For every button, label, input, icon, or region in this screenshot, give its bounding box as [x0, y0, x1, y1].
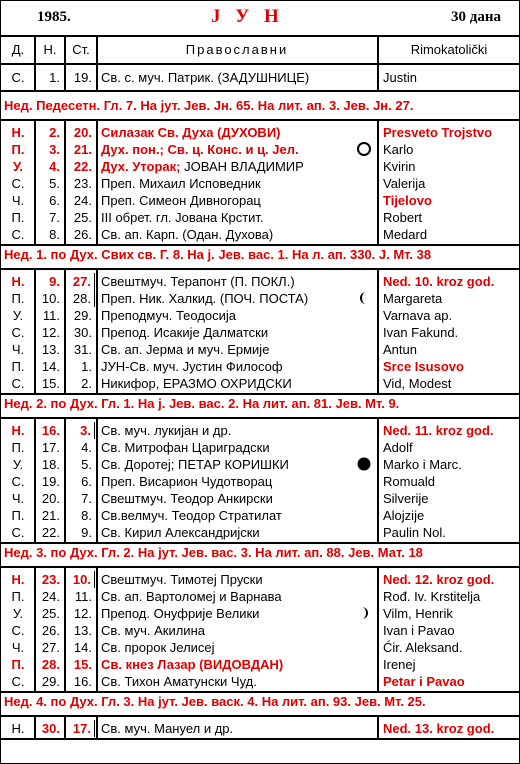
orthodox-feast: Св. с. муч. Патрик. (ЗАДУШНИЦЕ) [101, 70, 310, 85]
catholic-feast: Rođ. Iv. Krstitelja [383, 589, 481, 604]
catholic-feast: Antun [383, 342, 417, 357]
new-date: 29. [41, 674, 60, 689]
orthodox-feast: Св. ап. Карп. (Одан. Духова) [101, 227, 274, 242]
orthodox-feast: Преподмуч. Теодосија [101, 308, 237, 323]
week-block [1, 268, 519, 395]
day-row [1, 192, 519, 209]
weekday: С. [11, 227, 25, 242]
title-bar [1, 1, 519, 35]
orthodox-feast: Св.велмуч. Теодор Стратилат [101, 508, 282, 523]
orthodox-feast: Св. Митрофан Цариградски [101, 440, 270, 455]
old-date: 21. [73, 142, 92, 157]
new-date: 2. [49, 125, 60, 140]
weekday: Н. [11, 721, 25, 736]
week-block [1, 417, 519, 544]
week-block [1, 566, 519, 693]
old-date: 27. [65, 273, 95, 290]
new-date: 17. [41, 440, 60, 455]
old-date: 30. [73, 325, 92, 340]
moon-new-icon [356, 456, 372, 472]
catholic-feast: Adolf [383, 440, 413, 455]
catholic-feast: Ned. 11. kroz god. [383, 423, 494, 438]
orthodox-feast: III обрет. гл. Јована Крстит. [101, 210, 264, 225]
col-orthodox: Православни [185, 42, 289, 57]
weekday: Н. [11, 125, 25, 140]
first-day-block [1, 63, 519, 92]
orthodox-feast: Силазак Св. Духа (ДУХОВИ) [101, 125, 281, 140]
catholic-feast: Marko i Marc. [383, 457, 462, 472]
weekday: Н. [11, 274, 25, 289]
weekday: У. [12, 606, 24, 621]
catholic-feast: Medard [383, 227, 428, 242]
day-row [1, 656, 519, 673]
week-block [1, 715, 519, 740]
new-date: 5. [49, 176, 60, 191]
catholic-feast: Ćir. Aleksand. [383, 640, 463, 655]
year-label: 1985. [37, 9, 71, 25]
catholic-feast: Srce Isusovo [383, 359, 464, 374]
orthodox-feast: Препод. Исакије Далматски [101, 325, 269, 340]
day-row [1, 324, 519, 341]
col-old: Ст. [72, 42, 90, 57]
col-day: Д. [11, 42, 25, 57]
month-title: Ј У Н [211, 6, 284, 27]
old-date: 9. [81, 525, 92, 540]
weekday: Ч. [11, 640, 25, 655]
day-row [1, 439, 519, 456]
orthodox-feast: Преп. Висарион Чудотворац [101, 474, 273, 489]
new-date: 19. [41, 474, 60, 489]
days-count: 30 дана [451, 9, 501, 25]
catholic-feast: Margareta [383, 291, 443, 306]
orthodox-feast: Преп. Ник. Халкид. (ПОЧ. ПОСТА) [101, 291, 309, 306]
old-date: 24. [73, 193, 92, 208]
orthodox-feast: Свештмуч. Терапонт (П. ПОКЛ.) [101, 274, 295, 289]
weekday: Ч. [11, 342, 25, 357]
weekday: П. [11, 210, 25, 225]
orthodox-feast: Св. Кирил Александријски [101, 525, 260, 540]
catholic-feast: Ned. 12. kroz god. [383, 572, 495, 587]
old-date: 31. [73, 342, 92, 357]
day-row [1, 158, 519, 175]
old-date: 12. [73, 606, 92, 621]
catholic-feast: Valerija [383, 176, 426, 191]
weekday: П. [11, 589, 25, 604]
weekday: С. [11, 325, 25, 340]
catholic-feast: Robert [383, 210, 423, 225]
day-row [1, 720, 519, 737]
new-date: 6. [49, 193, 60, 208]
new-date: 14. [41, 359, 60, 374]
orthodox-feast: Св. Доротеј; ПЕТАР КОРИШКИ [101, 457, 289, 472]
old-date: 19. [73, 70, 92, 85]
day-row [1, 209, 519, 226]
new-date: 8. [49, 227, 60, 242]
day-row [1, 290, 519, 307]
week-header: Нед. 1. по Дух. Свих св. Г. 8. На ј. Јев. вас. 1. На л. ап. 330. Ј. Мт. 38 [4, 247, 432, 262]
day-row [1, 622, 519, 639]
catholic-feast: Vilm, Henrik [383, 606, 453, 621]
day-row [1, 124, 519, 141]
col-catholic: Rimokatolički [410, 42, 488, 57]
catholic-feast: Ned. 10. kroz god. [383, 274, 495, 289]
orthodox-feast: Св. пророк Јелисеј [101, 640, 215, 655]
new-date: 28. [41, 657, 60, 672]
old-date: 15. [73, 657, 92, 672]
old-date: 16. [73, 674, 92, 689]
old-date: 8. [81, 508, 92, 523]
weekday: У. [12, 159, 24, 174]
day-row [1, 341, 519, 358]
old-date: 3. [65, 422, 95, 439]
old-date: 28. [65, 290, 95, 307]
catholic-feast: Vid, Modest [383, 376, 452, 391]
old-date: 22. [73, 159, 92, 174]
new-date: 30. [41, 721, 60, 736]
orthodox-feast: Преп. Симеон Дивногорац [101, 193, 261, 208]
day-row [1, 639, 519, 656]
weekday: С. [11, 176, 25, 191]
new-date: 27. [41, 640, 60, 655]
old-date: 13. [73, 623, 92, 638]
orthodox-feast: Свештмуч. Тимотеј Пруски [101, 572, 263, 587]
week-header: Нед. 3. по Дух. Гл. 2. На јут. Јев. вас. 3. На лит. ап. 88. Јев. Мат. 18 [4, 545, 423, 560]
orthodox-feast: Св. муч. лукијан и др. [101, 423, 232, 438]
new-date: 13. [41, 342, 60, 357]
weekday: С. [11, 525, 25, 540]
catholic-feast: Ivan Fakund. [383, 325, 459, 340]
new-date: 23. [41, 572, 60, 587]
old-date: 11. [74, 589, 92, 604]
weekday: Н. [11, 572, 25, 587]
week-block [1, 119, 519, 246]
catholic-feast: Petar i Pavao [383, 674, 465, 689]
new-date: 18. [41, 457, 60, 472]
weekday: П. [11, 657, 25, 672]
day-row [1, 473, 519, 490]
catholic-feast: Silverije [383, 491, 429, 506]
catholic-feast: Justin [383, 70, 417, 85]
weekday: Ч. [11, 491, 25, 506]
weekday: У. [12, 308, 24, 323]
catholic-feast: Alojzije [383, 508, 425, 523]
new-date: 4. [49, 159, 60, 174]
orthodox-feast: Никифор, ЕРАЗМО ОХРИДСКИ [101, 376, 292, 391]
new-date: 12. [41, 325, 60, 340]
day-row [1, 307, 519, 324]
old-date: 2. [81, 376, 92, 391]
day-row [1, 141, 519, 158]
new-date: 15. [41, 376, 60, 391]
old-date: 14. [73, 640, 92, 655]
day-row [1, 69, 519, 86]
weekday: П. [11, 508, 25, 523]
orthodox-feast: Дух. пон.; Св. ц. Конс. и ц. Јел. [101, 142, 299, 157]
new-date: 25. [41, 606, 60, 621]
week-header: Нед. 2. по Дух. Гл. 1. На ј. Јев. вас. 2. На лит. ап. 81. Јев. Мт. 9. [4, 396, 400, 411]
new-date: 16. [41, 423, 60, 438]
weekday: П. [11, 359, 25, 374]
day-row [1, 507, 519, 524]
catholic-feast: Tijelovo [383, 193, 432, 208]
catholic-feast: Ned. 13. kroz god. [383, 721, 495, 736]
new-date: 7. [49, 210, 60, 225]
catholic-feast: Ivan i Pavao [383, 623, 455, 638]
moon-first-quarter-icon [356, 605, 372, 621]
weekday: П. [11, 291, 25, 306]
new-date: 20. [41, 491, 60, 506]
new-date: 24. [41, 589, 60, 604]
day-row [1, 588, 519, 605]
old-date: 1. [81, 359, 92, 374]
old-date: 4. [81, 440, 92, 455]
weekday: У. [12, 457, 24, 472]
new-date: 11. [42, 308, 60, 323]
orthodox-feast-black: ЈОВАН ВЛАДИМИР [184, 159, 304, 174]
moon-last-quarter-icon [356, 290, 372, 306]
weekday: Н. [11, 423, 25, 438]
day-row [1, 456, 519, 473]
day-row [1, 273, 519, 290]
orthodox-feast: Преп. Михаил Исповедник [101, 176, 261, 191]
day-row [1, 605, 519, 622]
week-header: Нед. 4. по Дух. Гл. 3. На јут. Јев. васк. 4. На лит. ап. 93. Јев. Мт. 25. [4, 694, 426, 709]
old-date: 26. [73, 227, 92, 242]
moon-full-outline-icon [356, 141, 372, 157]
old-date: 20. [73, 125, 92, 140]
orthodox-feast: Св. ап. Јерма и муч. Ермије [101, 342, 270, 357]
orthodox-feast: Св. муч. Мануел и др. [101, 721, 234, 736]
day-row [1, 571, 519, 588]
weekday: С. [11, 376, 25, 391]
old-date: 23. [73, 176, 92, 191]
week-header: Нед. Педесетн. Гл. 7. На јут. Јев. Јн. 65. На лит. ап. 3. Јев. Јн. 27. [4, 98, 414, 113]
old-date: 6. [81, 474, 92, 489]
day-row [1, 175, 519, 192]
catholic-feast: Kvirin [383, 159, 416, 174]
catholic-feast: Paulin Nol. [383, 525, 446, 540]
orthodox-feast: Препод. Онуфрије Велики [101, 606, 260, 621]
orthodox-feast: Св. Тихон Аматунски Чуд. [101, 674, 257, 689]
weekday: С. [11, 70, 25, 85]
orthodox-feast: Св. ап. Вартоломеј и Варнава [101, 589, 282, 604]
weekday: С. [11, 623, 25, 638]
orthodox-feast: Св. муч. Акилина [101, 623, 205, 638]
new-date: 21. [41, 508, 60, 523]
catholic-feast: Karlo [383, 142, 414, 157]
catholic-feast: Varnava ap. [383, 308, 453, 323]
old-date: 17. [65, 720, 95, 737]
catholic-feast: Presveto Trojstvo [383, 125, 493, 140]
orthodox-feast: Св. кнез Лазар (ВИДОВДАН) [101, 657, 284, 672]
new-date: 10. [41, 291, 60, 306]
weekday: Ч. [11, 193, 25, 208]
day-row [1, 490, 519, 507]
new-date: 22. [41, 525, 60, 540]
col-new: Н. [43, 42, 57, 57]
day-row [1, 358, 519, 375]
old-date: 25. [73, 210, 92, 225]
new-date: 1. [49, 70, 60, 85]
column-header-row [1, 35, 519, 65]
new-date: 3. [49, 142, 60, 157]
weekday: П. [11, 142, 25, 157]
catholic-feast: Romuald [383, 474, 436, 489]
day-row [1, 422, 519, 439]
weekday: С. [11, 474, 25, 489]
old-date: 5. [81, 457, 92, 472]
orthodox-feast [97, 158, 373, 175]
catholic-feast: Irenej [383, 657, 416, 672]
new-date: 9. [49, 274, 60, 289]
orthodox-feast-red: Дух. Уторак; [101, 159, 185, 174]
weekday: П. [11, 440, 25, 455]
new-date: 26. [41, 623, 60, 638]
weekday: С. [11, 674, 25, 689]
old-date: 7. [81, 491, 92, 506]
orthodox-feast: ЈУН-Св. муч. Јустин Философ [101, 359, 283, 374]
old-date: 29. [73, 308, 92, 323]
old-date: 10. [65, 571, 95, 588]
orthodox-feast: Свештмуч. Теодор Анкирски [101, 491, 273, 506]
